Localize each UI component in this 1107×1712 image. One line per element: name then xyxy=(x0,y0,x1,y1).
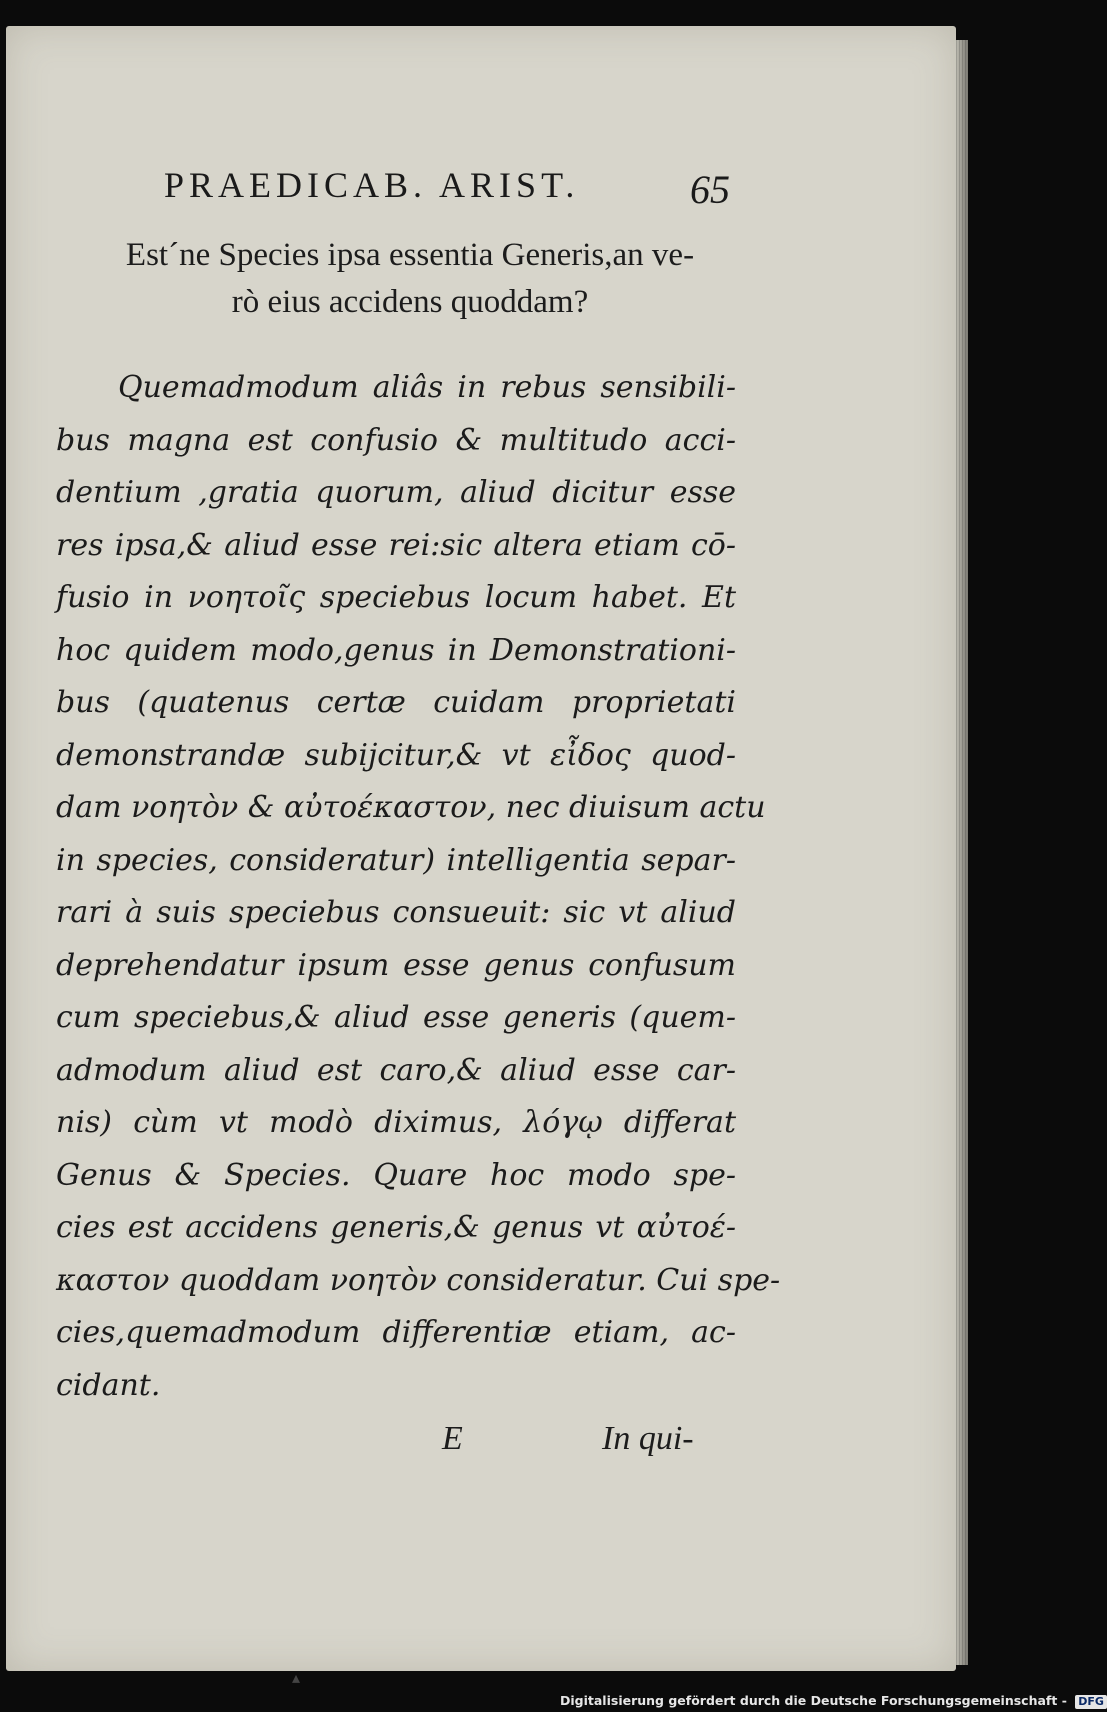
body-line: dentium ,gratia quorum, aliud dicitur esse xyxy=(56,475,736,510)
body-line: cies,quemadmodum differentiæ etiam, ac- xyxy=(56,1315,736,1350)
body-line: Genus & Species. Quare hoc modo spe- xyxy=(56,1157,736,1193)
page-edge-lines xyxy=(956,40,968,1665)
question-line-1: Est´ne Species ipsa essentia Generis,an ve- xyxy=(125,237,695,273)
body-line: deprehendatur ipsum esse genus confusum xyxy=(56,947,736,983)
printers-mark-icon: ▴ xyxy=(292,1668,301,1687)
running-head: PRAEDICAB. ARIST. xyxy=(164,165,580,205)
signature-mark: E xyxy=(442,1420,463,1457)
body-line: fusio in νοητοῖς speciebus locum habet. Et xyxy=(56,580,736,615)
page-edge-stack xyxy=(956,40,968,1665)
body-line: nis) cùm vt modò diximus, λόγῳ differat xyxy=(56,1105,736,1140)
body-line: Quemadmodum aliâs in rebus sensibili- xyxy=(118,370,736,405)
body-line: demonstrandæ subijcitur,& vt εἶδος quod- xyxy=(56,737,736,773)
credit-text: Digitalisierung gefördert durch die Deutsche Forschungsgemeinschaft - xyxy=(560,1693,1067,1708)
body-line: cum speciebus,& aliud esse generis (quem- xyxy=(56,1000,736,1035)
digitization-credit xyxy=(560,1690,1104,1712)
body-line: res ipsa,& aliud esse rei:sic altera etiam cō- xyxy=(56,527,736,563)
body-line: cies est accidens generis,& genus vt αὐτοέ- xyxy=(56,1210,736,1245)
body-paragraph xyxy=(56,362,781,1412)
body-line: bus (quatenus certæ cuidam proprietati xyxy=(56,685,736,720)
body-line: bus magna est confusio & multitudo acci- xyxy=(56,422,736,458)
catchword: In qui- xyxy=(602,1420,694,1457)
body-line: admodum aliud est caro,& aliud esse car- xyxy=(56,1052,736,1088)
body-line: cidant. xyxy=(56,1367,161,1403)
body-line: dam νοητὸν & αὐτοέκαστον, nec diuisum actu xyxy=(56,790,766,825)
page-number: 65 xyxy=(690,167,730,212)
body-line: hoc quidem modo,genus in Demonstrationi- xyxy=(56,632,736,668)
body-line: in species, consideratur) intelligentia separ- xyxy=(56,842,736,878)
body-line: rari à suis speciebus consueuit: sic vt aliud xyxy=(56,895,736,930)
dfg-logo-icon: DFG xyxy=(1075,1695,1107,1709)
body-line: καστον quoddam νοητὸν consideratur. Cui spe- xyxy=(56,1262,781,1298)
book-page xyxy=(6,26,956,1687)
question-heading xyxy=(100,232,720,326)
question-line-2: rò eius accidens quoddam? xyxy=(231,284,589,320)
